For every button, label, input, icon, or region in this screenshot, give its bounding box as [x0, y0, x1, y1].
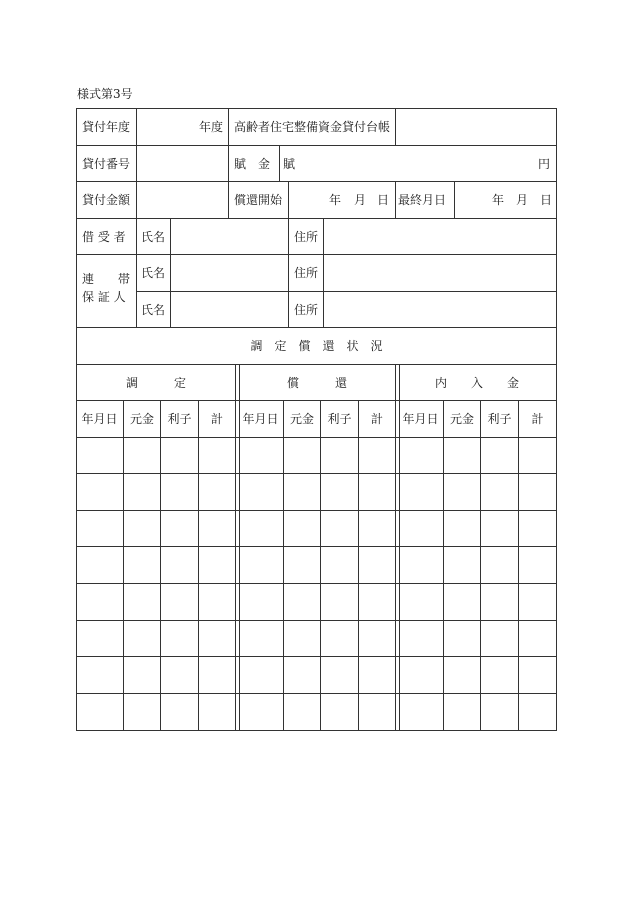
guarantor2-address-label: 住所	[294, 302, 319, 317]
repay-start-year: 年	[329, 193, 342, 207]
col-header-principal: 元金	[449, 412, 474, 426]
guarantor2-name-field[interactable]	[171, 291, 288, 327]
col-header-date: 年月日	[81, 412, 118, 426]
col-header-interest: 利子	[487, 412, 512, 426]
guarantor2-name-label: 氏名	[141, 302, 166, 317]
group-header-repayment: 償 還	[286, 375, 347, 390]
col-header-interest: 利子	[167, 412, 192, 426]
guarantor-label-line2: 保 証 人	[82, 290, 126, 304]
col-header-interest: 利子	[327, 412, 352, 426]
status-title: 調 定 償 還 状 況	[250, 339, 383, 353]
repay-start-month: 月	[354, 193, 367, 207]
col-header-total: 計	[210, 412, 223, 426]
final-month-date-field[interactable]	[455, 181, 556, 218]
group-header-assessment: 調 定	[125, 375, 186, 390]
guarantor1-address-label: 住所	[294, 266, 319, 280]
borrower-name-field[interactable]	[171, 218, 288, 254]
lending-year-unit: 年度	[198, 120, 223, 134]
guarantor1-name-label: 氏名	[141, 266, 166, 280]
borrower-name-label: 氏名	[141, 229, 166, 244]
col-header-principal: 元金	[129, 412, 154, 426]
final-month: 月	[516, 193, 529, 207]
repay-start-date-field[interactable]	[289, 181, 395, 218]
loan-amount-field[interactable]	[137, 181, 228, 218]
repay-start-day: 日	[377, 193, 390, 207]
col-header-date: 年月日	[242, 412, 279, 426]
ledger-title: 高齢者住宅整備資金貸付台帳	[234, 120, 391, 134]
group-header-partial-payment: 内 入 金	[434, 375, 519, 390]
guarantor-label-line1: 連 帯	[82, 272, 131, 286]
ledger-blank-field[interactable]	[396, 108, 556, 145]
guarantor2-address-field[interactable]	[324, 291, 556, 327]
levy-prefix: 賦	[283, 156, 296, 171]
guarantor1-address-field[interactable]	[324, 254, 556, 291]
col-header-principal: 元金	[289, 412, 314, 426]
levy-unit: 円	[537, 156, 550, 171]
final-day: 日	[540, 193, 553, 207]
levy-label: 賦 金	[234, 156, 271, 171]
guarantor-label	[82, 270, 134, 306]
borrower-address-label: 住所	[294, 229, 319, 244]
form-number: 様式第3号	[77, 87, 133, 101]
guarantor1-name-field[interactable]	[171, 254, 288, 291]
levy-field[interactable]	[280, 145, 556, 181]
loan-number-field[interactable]	[137, 145, 228, 181]
borrower-address-field[interactable]	[324, 218, 556, 254]
status-entry-rows[interactable]	[77, 438, 556, 730]
col-header-total: 計	[370, 412, 383, 426]
col-header-date: 年月日	[402, 412, 439, 426]
borrower-label: 借 受 者	[82, 229, 126, 244]
lending-year-label: 貸付年度	[82, 120, 131, 134]
final-year: 年	[492, 193, 505, 207]
final-month-label: 最終月日	[398, 193, 447, 207]
loan-amount-label: 貸付金額	[82, 193, 131, 207]
repay-start-label: 償還開始	[234, 193, 283, 207]
col-header-total: 計	[531, 412, 544, 426]
loan-number-label: 貸付番号	[82, 156, 131, 171]
lending-year-field[interactable]	[137, 108, 228, 145]
